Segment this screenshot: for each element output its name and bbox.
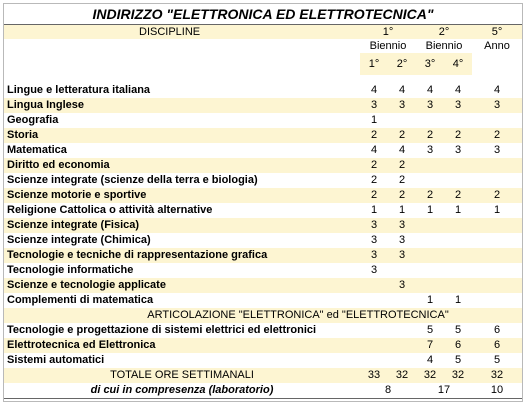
hours-cell [416,233,444,248]
hours-cell [472,263,522,278]
hours-cell: 3 [454,144,462,156]
discipline-label: Elettrotecnica ed Elettronica [4,338,360,353]
hours-cell [416,278,444,293]
year5-header-top: 5° [472,25,522,40]
discipline-label: Diritto ed economia [4,158,360,173]
hours-cell [472,233,522,248]
discipline-label: Tecnologie e progettazione di sistemi elettrici ed elettronici [7,324,317,336]
year1-header-bottom: Biennio [369,40,407,52]
lab-anno5: 10 [472,383,522,399]
hours-cell [472,173,522,188]
hours-cell [360,278,388,293]
table-row [4,203,522,218]
table-row [4,83,522,98]
discipline-label: Scienze integrate (Fisica) [4,218,360,233]
hours-cell [360,338,388,353]
table-row [4,263,522,278]
section-title: ARTICOLAZIONE "ELETTRONICA" ed "ELETTROTECNICA" [4,308,522,323]
hours-cell: 3 [370,264,378,276]
table-row [4,98,522,113]
hours-cell [388,338,416,353]
hours-cell: 3 [388,218,416,233]
table-row [4,128,522,143]
discipline-label: Scienze motorie e sportive [4,188,360,203]
hours-cell [444,263,472,278]
hours-cell: 1 [398,204,406,216]
hours-cell [416,218,444,233]
table-row [4,278,522,293]
hours-cell: 4 [454,84,462,96]
total-value-2: 32 [388,368,416,383]
section-row [4,308,522,323]
hours-cell [444,173,472,188]
hours-cell: 1 [454,294,462,306]
hours-cell [472,278,522,293]
hours-cell [444,158,472,173]
table-row [4,158,522,173]
hours-cell: 2 [416,128,444,143]
hours-cell: 2 [388,128,416,143]
lab-biennio2: 17 [416,383,472,399]
hours-cell: 3 [360,98,388,113]
curriculum-table [4,4,522,399]
hours-cell [444,248,472,263]
discipline-label: Storia [4,128,360,143]
hours-cell: 2 [472,188,522,203]
year2-header-top: 2° [416,25,472,40]
hours-cell: 7 [416,338,444,353]
discipline-label: Tecnologie e tecniche di rappresentazione grafica [4,248,360,263]
hours-cell: 1 [370,204,378,216]
hours-cell [472,293,522,308]
hours-cell [388,323,416,338]
hours-cell: 2 [398,174,406,186]
hours-cell: 4 [426,84,434,96]
hours-cell [472,158,522,173]
table-row [4,188,522,203]
hours-cell [360,323,388,338]
header-row-1 [4,25,522,40]
disciplines-header: DISCIPLINE [4,25,360,40]
hours-cell [388,293,416,308]
sub-header-4: 4° [444,53,472,75]
discipline-label: Lingua Inglese [4,98,360,113]
table-row [4,143,522,158]
table-row [4,113,522,128]
hours-cell: 4 [493,84,501,96]
hours-cell: 3 [388,98,416,113]
lab-label: di cui in compresenza (laboratorio) [4,383,360,399]
discipline-label: Geografia [7,114,59,126]
discipline-label: Tecnologie informatiche [7,264,134,276]
hours-cell: 6 [444,338,472,353]
hours-cell: 3 [416,98,444,113]
hours-cell: 1 [426,294,434,306]
hours-cell: 2 [388,158,416,173]
hours-cell: 6 [493,324,501,336]
sub-header-2: 2° [388,53,416,75]
year2-header-bottom: Biennio [425,40,463,52]
hours-cell [360,353,388,368]
page-title: INDIRIZZO "ELETTRONICA ED ELETTROTECNICA" [4,4,522,25]
hours-cell: 3 [493,144,501,156]
hours-cell: 5 [454,324,462,336]
hours-cell: 2 [370,174,378,186]
hours-cell [444,218,472,233]
hours-cell [416,173,444,188]
hours-cell: 3 [370,234,378,246]
hours-cell: 5 [454,354,462,366]
hours-cell: 3 [426,144,434,156]
table-row [4,353,522,368]
total-label: TOTALE ORE SETTIMANALI [4,368,360,383]
spacer-row [4,75,522,83]
year5-header-bottom: Anno [484,40,510,52]
hours-cell: 1 [426,204,434,216]
discipline-label: Scienze integrate (scienze della terra e biologia) [7,174,258,186]
total-row [4,368,522,383]
discipline-label: Religione Cattolica o attività alternative [7,204,213,216]
discipline-label: Scienze integrate (Chimica) [7,234,151,246]
hours-cell [416,158,444,173]
hours-cell: 4 [426,354,434,366]
hours-cell: 4 [398,144,406,156]
hours-cell [388,113,416,128]
hours-cell [388,263,416,278]
table-row [4,248,522,263]
hours-cell: 2 [360,128,388,143]
hours-cell: 2 [388,188,416,203]
hours-cell: 3 [360,218,388,233]
sub-header-3: 3° [416,53,444,75]
header-row-3 [4,53,522,75]
curriculum-table-frame [3,3,523,402]
hours-cell: 3 [444,98,472,113]
hours-cell [416,113,444,128]
discipline-label: Sistemi automatici [7,354,105,366]
hours-cell [416,248,444,263]
year1-header-top: 1° [360,25,416,40]
lab-row [4,383,522,399]
hours-cell: 2 [360,158,388,173]
table-row [4,338,522,353]
table-row [4,233,522,248]
hours-cell: 3 [388,248,416,263]
hours-cell [472,248,522,263]
total-value-3: 32 [416,368,444,383]
hours-cell: 2 [472,128,522,143]
hours-cell [388,353,416,368]
discipline-label: Matematica [7,144,67,156]
hours-cell: 1 [493,204,501,216]
hours-cell: 3 [398,234,406,246]
hours-cell [416,263,444,278]
hours-cell: 4 [370,144,378,156]
table-row [4,218,522,233]
hours-cell: 4 [370,84,378,96]
hours-cell: 2 [360,188,388,203]
hours-cell [472,218,522,233]
hours-cell: 1 [454,204,462,216]
discipline-label: Complementi di matematica [7,294,154,306]
total-value-1: 33 [360,368,388,383]
hours-cell: 6 [472,338,522,353]
hours-cell [444,233,472,248]
table-row [4,173,522,188]
table-row [4,323,522,338]
discipline-label: Scienze e tecnologie applicate [4,278,360,293]
hours-cell: 4 [398,84,406,96]
hours-cell [472,113,522,128]
title-row [4,4,522,25]
header-row-2 [4,39,522,53]
hours-cell: 2 [444,188,472,203]
hours-cell: 3 [472,98,522,113]
hours-cell [360,293,388,308]
hours-cell: 2 [444,128,472,143]
lab-biennio1: 8 [360,383,416,399]
sub-header-1: 1° [360,53,388,75]
total-value-5: 32 [472,368,522,383]
hours-cell: 5 [426,324,434,336]
hours-cell: 3 [360,248,388,263]
hours-cell: 3 [388,278,416,293]
hours-cell: 5 [493,354,501,366]
total-value-4: 32 [444,368,472,383]
hours-cell [444,278,472,293]
discipline-label: Lingue e letteratura italiana [7,84,151,96]
hours-cell: 2 [416,188,444,203]
table-row [4,293,522,308]
hours-cell: 1 [370,114,378,126]
hours-cell [444,113,472,128]
